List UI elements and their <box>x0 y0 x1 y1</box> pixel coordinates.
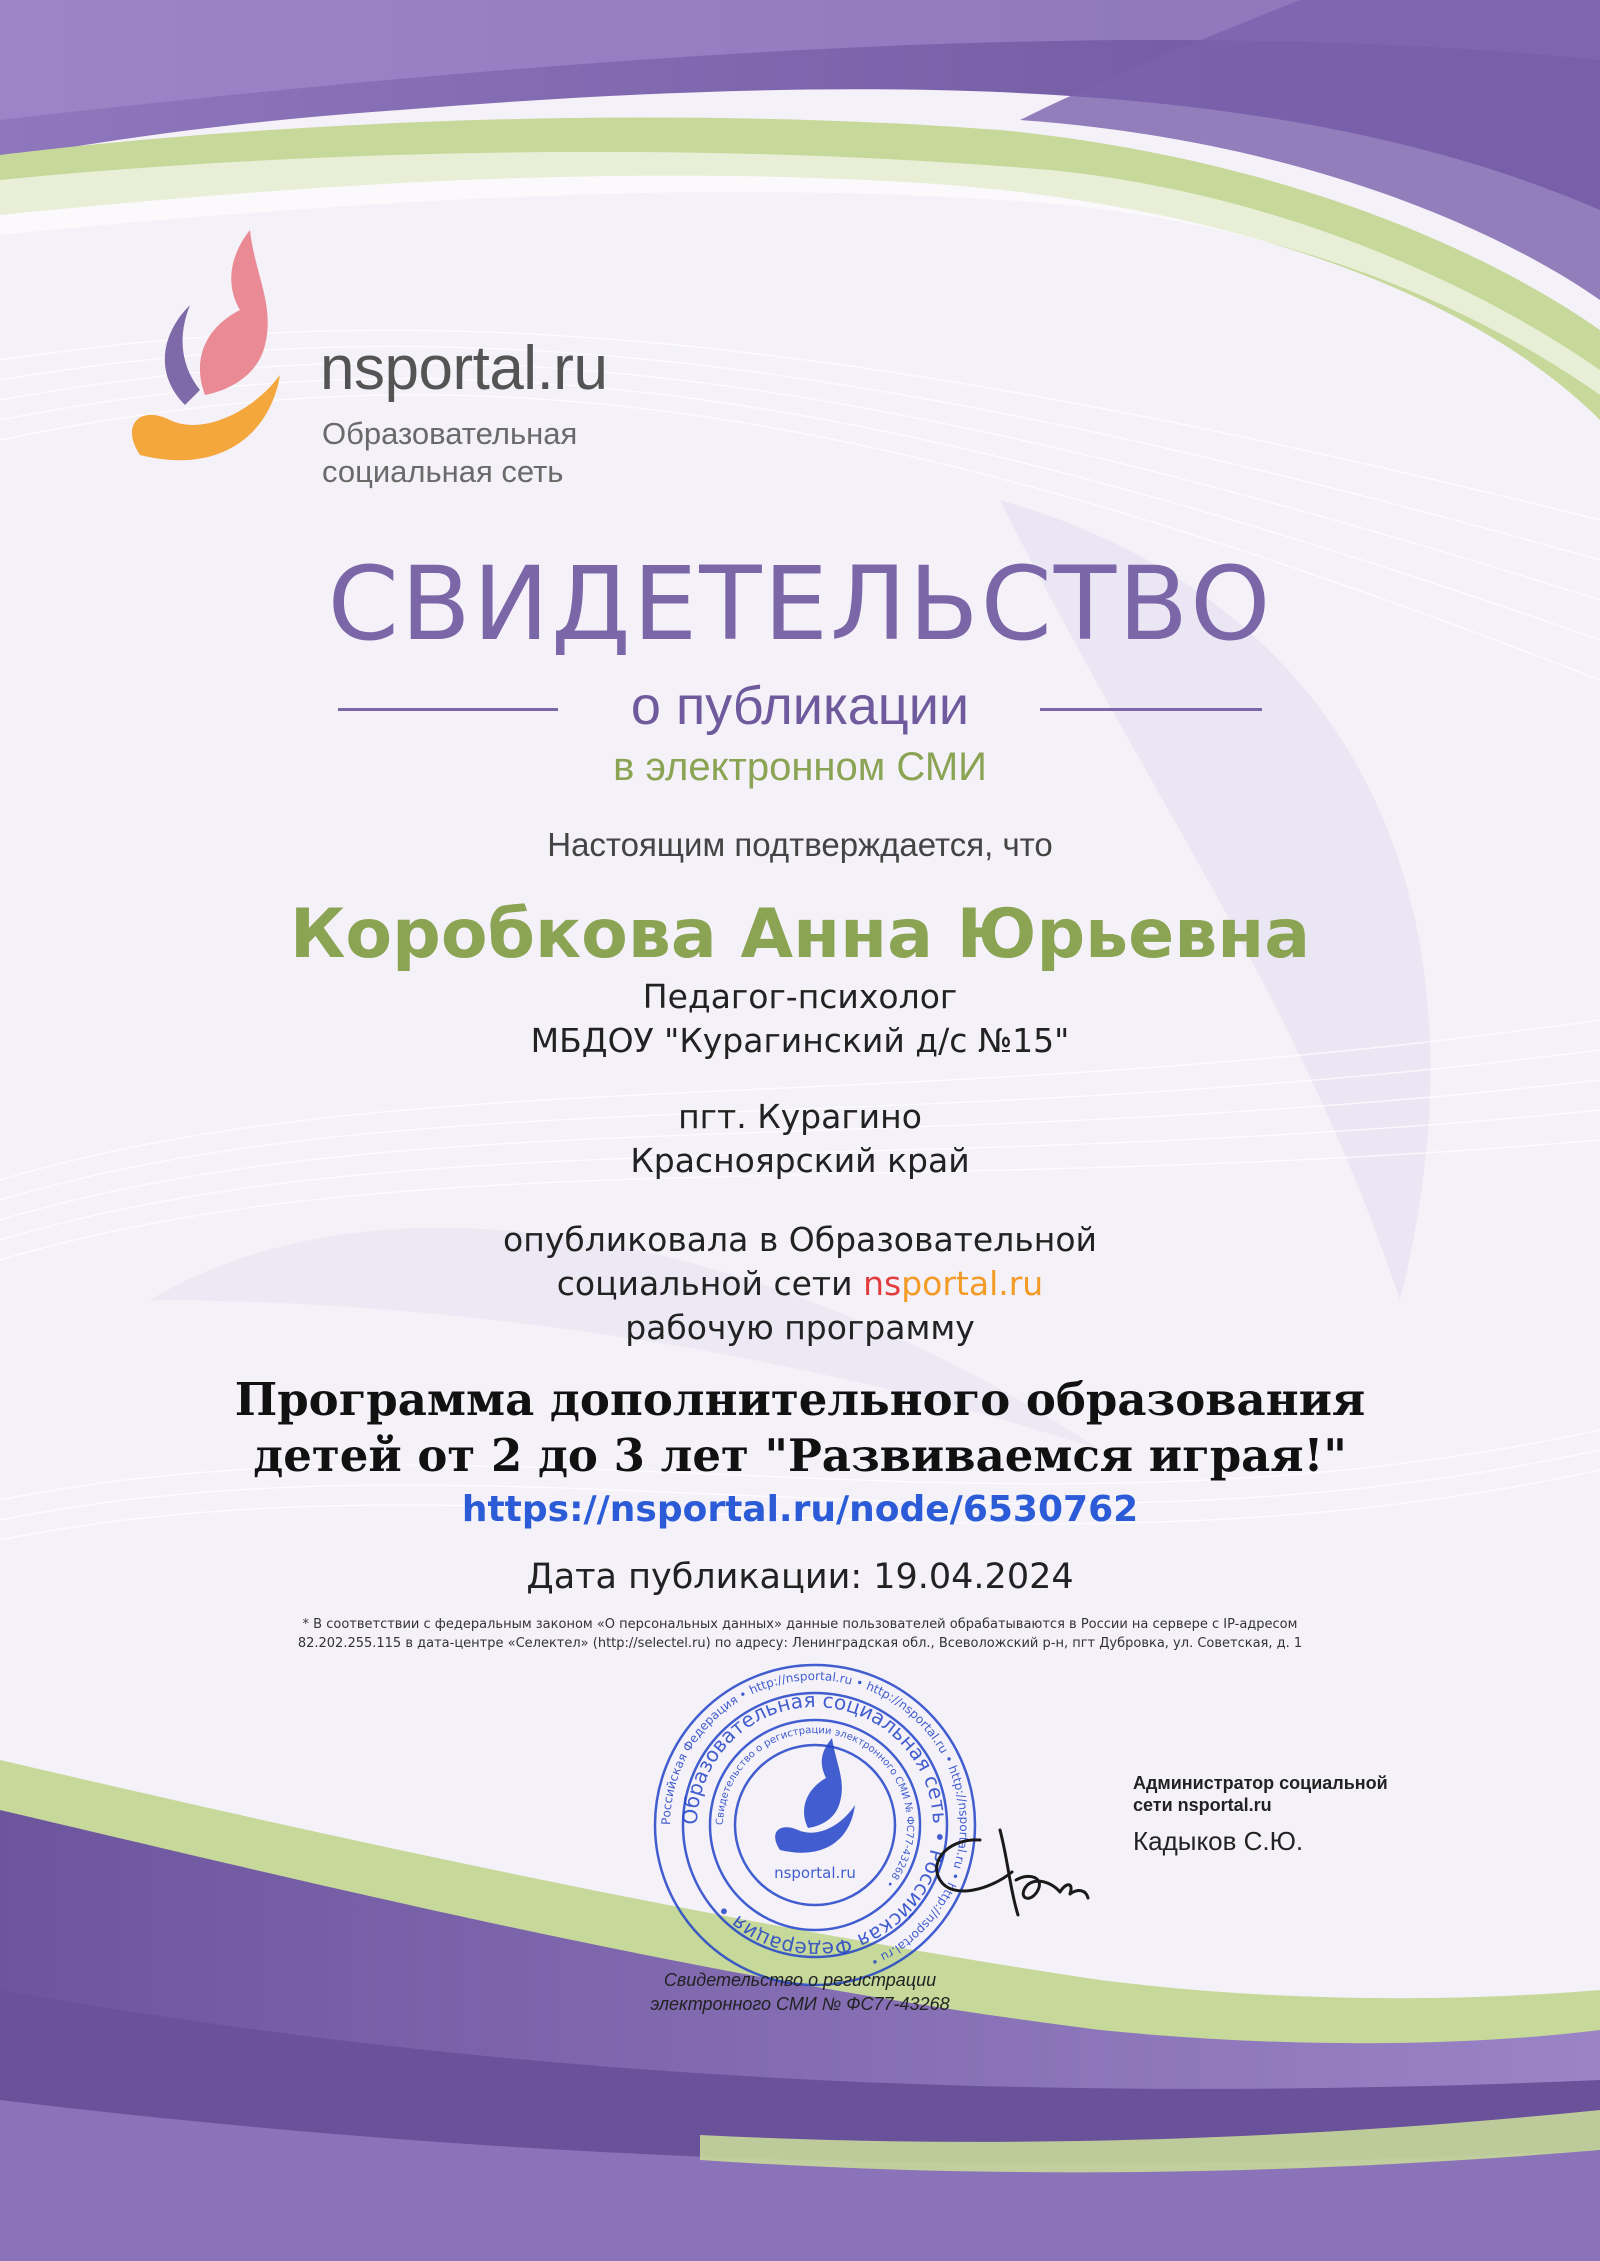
footnote-line1: * В соответствии с федеральным законом «О персональных данных» данные пользователей обрабатываются в России на сервере с IP-адресом <box>302 1617 1298 1632</box>
logo-tagline-line1: Образовательная <box>322 416 578 451</box>
work-title <box>0 1372 1600 1484</box>
logo-site-name: nsportal.ru <box>320 334 608 403</box>
privacy-footnote <box>0 1615 1600 1653</box>
published-site-ns: ns <box>863 1264 902 1303</box>
recipient-region: Красноярский край <box>630 1141 970 1180</box>
stamp-logo-icon <box>775 1738 855 1853</box>
registration-info <box>580 1968 1020 2016</box>
publication-url[interactable]: https://nsportal.ru/node/6530762 <box>461 1489 1139 1530</box>
recipient-organization: МБДОУ "Курагинский д/с №15" <box>530 1021 1070 1060</box>
admin-label-line1: Администратор социальной <box>1133 1773 1388 1793</box>
publication-statement <box>0 1218 1600 1350</box>
media-line: в электронном СМИ <box>613 745 987 789</box>
recipient-position: Педагог-психолог <box>642 977 958 1016</box>
admin-name: Кадыков С.Ю. <box>1133 1826 1304 1856</box>
confirmation-text: Настоящим подтверждается, что <box>547 826 1053 863</box>
footnote-line2: 82.202.255.115 в дата-центре «Селектел» (http://selectel.ru) по адресу: Ленинградская обл., Всеволожский р-н, пгт Дубровка, ул. Советская, д. 1 <box>297 1636 1303 1651</box>
certificate-title: СВИДЕТЕЛЬСТВО <box>327 545 1273 664</box>
admin-signature <box>920 1820 1120 1930</box>
admin-label-line2: сети nsportal.ru <box>1133 1795 1272 1815</box>
certificate-subtitle: о публикации <box>630 676 970 736</box>
logo-tagline-line2: социальная сеть <box>322 454 564 489</box>
work-title-line2: детей от 2 до 3 лет "Развиваемся играя!" <box>253 1429 1347 1482</box>
work-type: рабочую программу <box>625 1308 975 1347</box>
admin-label <box>1133 1772 1473 1816</box>
registration-line2: электронного СМИ № ФС77-43268 <box>650 1994 950 2014</box>
published-site-rest: portal.ru <box>901 1264 1044 1303</box>
published-line2 <box>0 1262 1600 1306</box>
published-line1: опубликовала в Образовательной <box>503 1220 1097 1259</box>
recipient-settlement: пгт. Курагино <box>678 1097 922 1136</box>
flame-hand-icon <box>100 215 300 495</box>
published-line2-prefix: социальной сети <box>556 1264 864 1303</box>
stamp-inner-text: Свидетельство о регистрации электронного СМИ № ФС77-43268 • <box>714 1724 916 1890</box>
subtitle-row <box>0 676 1600 736</box>
stamp-middle-text: Образовательная социальная сеть • Российская Федерация • <box>677 1687 953 1963</box>
site-logo <box>100 215 620 495</box>
logo-tagline <box>322 415 622 491</box>
registration-line1: Свидетельство о регистрации <box>663 1970 937 1990</box>
recipient-job <box>0 975 1600 1063</box>
subtitle-line-right <box>1040 708 1262 711</box>
recipient-location <box>0 1095 1600 1183</box>
recipient-name: Коробкова Анна Юрьевна <box>289 895 1311 974</box>
stamp-center-label: nsportal.ru <box>774 1864 856 1882</box>
work-title-line1: Программа дополнительного образования <box>234 1373 1366 1426</box>
stamp-outer-text: Российская Федерация • http://nsportal.ru • http://nsportal.ru • http://nsportal.ru • http://nsportal.ru • <box>658 1668 972 1970</box>
publication-date: Дата публикации: 19.04.2024 <box>526 1557 1074 1597</box>
